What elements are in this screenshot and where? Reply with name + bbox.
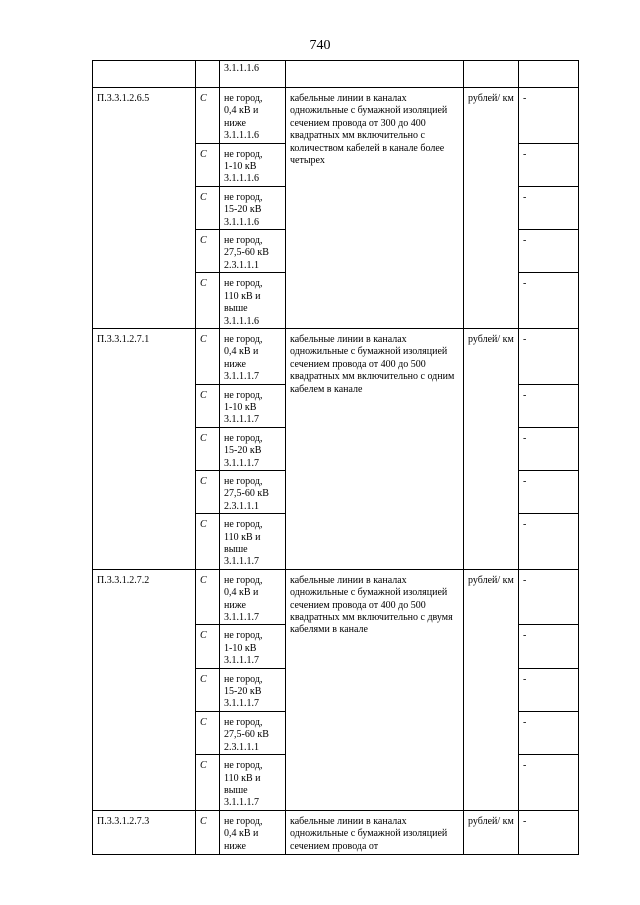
description-cell xyxy=(286,61,464,88)
condition-cell: не город, 0,4 кВ и ниже 3.1.1.1.7 xyxy=(220,328,286,384)
letter-cell: C xyxy=(196,625,220,668)
value-cell: - xyxy=(519,427,579,470)
value-cell: - xyxy=(519,514,579,570)
table-row xyxy=(93,61,579,88)
condition-cell: не город, 110 кВ и выше 3.1.1.1.7 xyxy=(220,514,286,570)
condition-cell: не город, 27,5-60 кВ 2.3.1.1.1 xyxy=(220,711,286,754)
value-cell: - xyxy=(519,143,579,186)
value-cell xyxy=(519,61,579,88)
condition-cell: не город, 1-10 кВ 3.1.1.1.7 xyxy=(220,384,286,427)
letter-cell: C xyxy=(196,88,220,144)
code-cell: П.3.3.1.2.7.3 xyxy=(93,810,196,854)
description-cell: кабельные линии в каналах одножильные с бумажной изоляцией сечением провода от 400 до 500 квадратных мм включительно с одним кабелем в канале xyxy=(286,328,464,569)
condition-cell: не город, 27,5-60 кВ 2.3.1.1.1 xyxy=(220,230,286,273)
condition-cell: не город, 27,5-60 кВ 2.3.1.1.1 xyxy=(220,470,286,513)
condition-cell: не город, 15-20 кВ 3.1.1.1.6 xyxy=(220,186,286,229)
value-cell: - xyxy=(519,755,579,811)
letter-cell: C xyxy=(196,427,220,470)
code-cell: П.3.3.1.2.7.2 xyxy=(93,569,196,810)
letter-cell: C xyxy=(196,755,220,811)
value-cell: - xyxy=(519,810,579,854)
value-cell: - xyxy=(519,230,579,273)
letter-cell: C xyxy=(196,668,220,711)
value-cell: - xyxy=(519,625,579,668)
condition-cell: 3.1.1.1.6 xyxy=(220,61,286,88)
condition-cell: не город, 110 кВ и выше 3.1.1.1.6 xyxy=(220,273,286,329)
condition-cell: не город, 15-20 кВ 3.1.1.1.7 xyxy=(220,668,286,711)
tariff-table xyxy=(92,60,579,855)
code-cell: П.3.3.1.2.7.1 xyxy=(93,328,196,569)
value-cell: - xyxy=(519,328,579,384)
value-cell: - xyxy=(519,186,579,229)
description-cell: кабельные линии в каналах одножильные с бумажной изоляцией сечением провода от xyxy=(286,810,464,854)
table-row xyxy=(93,328,579,384)
condition-cell: не город, 110 кВ и выше 3.1.1.1.7 xyxy=(220,755,286,811)
letter-cell: C xyxy=(196,711,220,754)
unit-cell: рублей/ км xyxy=(464,328,519,569)
letter-cell: C xyxy=(196,569,220,625)
letter-cell: C xyxy=(196,273,220,329)
table-row xyxy=(93,810,579,854)
letter-cell: C xyxy=(196,186,220,229)
description-cell: кабельные линии в каналах одножильные с бумажной изоляцией сечением провода от 400 до 500 квадратных мм включительно с двумя кабелями в канале xyxy=(286,569,464,810)
page-number: 740 xyxy=(309,38,331,53)
unit-cell: рублей/ км xyxy=(464,88,519,329)
unit-cell: рублей/ км xyxy=(464,810,519,854)
table-row xyxy=(93,569,579,625)
unit-cell xyxy=(464,61,519,88)
letter-cell: C xyxy=(196,143,220,186)
code-cell xyxy=(93,61,196,88)
letter-cell: C xyxy=(196,230,220,273)
condition-cell: не город, 0,4 кВ и ниже 3.1.1.1.6 xyxy=(220,88,286,144)
letter-cell: C xyxy=(196,810,220,854)
value-cell: - xyxy=(519,569,579,625)
letter-cell: C xyxy=(196,384,220,427)
unit-cell: рублей/ км xyxy=(464,569,519,810)
value-cell: - xyxy=(519,668,579,711)
value-cell: - xyxy=(519,88,579,144)
condition-cell: не город, 0,4 кВ и ниже xyxy=(220,810,286,854)
condition-cell: не город, 15-20 кВ 3.1.1.1.7 xyxy=(220,427,286,470)
condition-cell: не город, 0,4 кВ и ниже 3.1.1.1.7 xyxy=(220,569,286,625)
description-cell: кабельные линии в каналах одножильные с бумажной изоляцией сечением провода от 300 до 400 квадратных мм включительно с количеством кабелей в канале более четырех xyxy=(286,88,464,329)
table-row xyxy=(93,88,579,144)
code-cell: П.3.3.1.2.6.5 xyxy=(93,88,196,329)
letter-cell: C xyxy=(196,328,220,384)
value-cell: - xyxy=(519,711,579,754)
letter-cell: C xyxy=(196,514,220,570)
value-cell: - xyxy=(519,470,579,513)
condition-cell: не город, 1-10 кВ 3.1.1.1.7 xyxy=(220,625,286,668)
value-cell: - xyxy=(519,384,579,427)
value-cell: - xyxy=(519,273,579,329)
letter-cell: C xyxy=(196,470,220,513)
condition-cell: не город, 1-10 кВ 3.1.1.1.6 xyxy=(220,143,286,186)
letter-cell xyxy=(196,61,220,88)
